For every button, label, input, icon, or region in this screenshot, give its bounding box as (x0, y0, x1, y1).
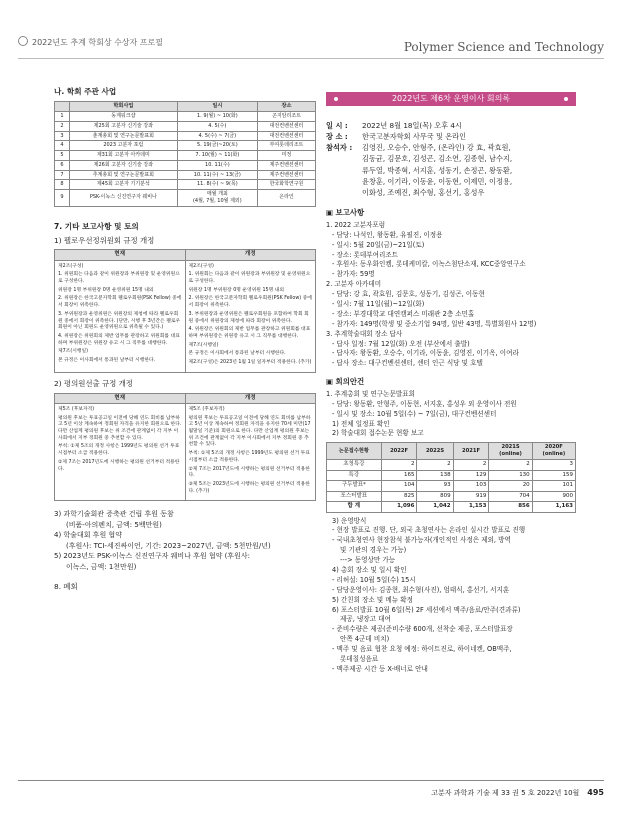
list-item: - 일시: 7월 11일(월)~12일(화) (332, 299, 425, 308)
dot-icon (564, 97, 568, 101)
list-item: 3) 운영방식 (332, 516, 367, 525)
table-row (55, 190, 316, 207)
table-cell: 추계총회 및 연구논문발표회 (70, 170, 178, 180)
table-cell: 2 (417, 460, 453, 470)
dot-icon (334, 97, 338, 101)
list-item: 이녹스, 금액: 1천만원) (66, 562, 137, 571)
cell-line: 본 규정은 이사회에서 통과된 날부터 시행한다. (188, 351, 286, 357)
table-cell: 11. 8(수) ~ 9(목) (177, 180, 257, 190)
table-row (327, 491, 576, 501)
list-item: - 담당: 나석인, 왕동환, 유필진, 이정용 (332, 230, 443, 239)
list-item: (비품-아의펜치, 금액: 5백만원) (66, 520, 162, 529)
table-cell: 103 (453, 481, 489, 491)
list-item: 5) 2023년도 PSK-이녹스 신진연구자 웨비나 후원 협약 (후원사: (54, 552, 250, 561)
list-item: 3. 추계학술대회 장소 답사 (326, 329, 403, 338)
col-current: 현재 (55, 393, 186, 403)
col-number (55, 102, 70, 112)
table-cell: 10. 11(수) (177, 160, 257, 170)
cell-line: 3. 부위원장과 운영위원은 펠로우회원을 포함하여 학회 회원 중에서 위원장의 제청에 따라 회장이 위촉한다. (188, 311, 309, 324)
attendee-line: 김동균, 김문호, 김성곤, 김소연, 김종현, 남수지, (362, 154, 513, 164)
table-cell: 1,042 (417, 502, 453, 512)
elect-compare-table (54, 393, 316, 502)
list-item: - 담당: 강 효, 곽효원, 김문호, 성동기, 김성곤, 이동현 (332, 290, 485, 299)
fellow-revised-cell (185, 260, 316, 372)
table-cell: 2023 고분자 포럼 (70, 141, 178, 151)
cell-line: 제2조(구성)은 2023년 1월 1일 일자부터 적용한다. (추가) (188, 360, 312, 366)
minutes-banner (326, 92, 576, 106)
list-item: - 국내초청연사 현장참석 불가능자(개인적인 사정은 제외, 방역 (332, 536, 511, 545)
table-row (327, 481, 576, 491)
place-label: 장 소 : (326, 132, 348, 142)
cell-line: 4. 위원장은 위원회의 제반 업무를 관장하고 위원회를 대표하며 부위원장은 위원장 유고 시 그 직무를 대행한다. (58, 334, 180, 346)
table-cell: 곤지암리조트 (257, 112, 315, 122)
table-cell: 159 (532, 470, 575, 480)
list-item: 6) 포스터발표 10월 6일(목) 2F 세션에서 맥주/음료/안주(견과류) (332, 605, 521, 614)
table-row (55, 151, 316, 161)
table-cell: 900 (532, 491, 575, 501)
table-cell: 20 (489, 481, 532, 491)
stat-col: 2021F (453, 443, 489, 460)
attendee-line: 류두열, 박종혁, 서지훈, 성동기, 손정곤, 왕동환, (362, 165, 513, 175)
list-item: 1. 추계총회 및 연구논문발표회 (326, 389, 416, 398)
list-item: ---> 동영상만 가능 (340, 556, 396, 565)
table-cell: 4. 5(수) (177, 121, 257, 131)
cell-line: 2. 위원장은 한국고분자학회 펠로우회원(PSK Fellow) 중에서 회장이 위촉한다. (188, 296, 312, 309)
header-divider (18, 58, 604, 59)
col-current: 현재 (55, 250, 186, 260)
meeting-meta (326, 120, 576, 198)
list-item: 2) 학술대회 접수논문 현황 보고 (332, 429, 424, 438)
meeting-date: 2022년 8월 18일(목) 오후 4시 (362, 121, 462, 130)
table-cell: 합 계 (327, 502, 382, 512)
operation-list (326, 517, 576, 675)
table-cell: 4. 5(수) ~ 7(금) (177, 131, 257, 141)
cell-line: ②제 7조는 2017년도에 시행하는 평의원 선거부터 적용한다. (58, 459, 180, 472)
table-cell: 2 (453, 460, 489, 470)
table-cell: 포스터발표 (327, 491, 382, 501)
table-cell: 9 (55, 190, 70, 207)
list-item: - 참가자: 59명 (332, 270, 375, 279)
table-cell: 130 (489, 470, 532, 480)
list-item: - 후원사: 동우화인켐, 롯데케미칼, 이녹스첨단소재, KCC중앙연구소 (332, 260, 526, 269)
table-row (55, 112, 316, 122)
table-cell: 동계워크샵 (70, 112, 178, 122)
list-item: - 답사 일정: 7월 12일(화) 오전 (부산에서 출발) (332, 339, 470, 348)
table-row (55, 170, 316, 180)
cell-line: 부칙: ①제 5조의 개정 사항은 1999년도 평의원 선거 투표 시점부터 소급 적용한다. (188, 451, 310, 463)
table-row (327, 470, 576, 480)
list-item: 1. 2022 고분자포럼 (326, 220, 386, 229)
table-cell: 특강 (327, 470, 382, 480)
cell-line: 제7조(시행일) (188, 342, 219, 348)
cell-line: 제2조(구성) (58, 263, 84, 269)
table-cell: 165 (381, 470, 417, 480)
fellow-subtitle: 1) 펠로우선정위원회 규정 개정 (54, 235, 155, 245)
attendee-line: 이화성, 조예진, 최수형, 홍선기, 홍성우 (362, 187, 485, 197)
list-item: 3) 과학기술회관 증축관 건립 후원 동참 (54, 510, 174, 519)
table-row (55, 121, 316, 131)
stat-col: 2020F (online) (532, 443, 575, 460)
table-cell: 93 (417, 481, 453, 491)
table-cell: 919 (453, 491, 489, 501)
table-cell: 온라인 (257, 190, 315, 207)
table-cell: 한국화학연구원 (257, 180, 315, 190)
table-cell: 부여롯데리조트 (257, 141, 315, 151)
list-item: 롯데칠성음료 (340, 654, 379, 663)
cell-line: 1. 위원회는 다음과 같이 위원장과 부위원장 및 운영위원으로 구성한다. (58, 272, 180, 285)
list-item: - 맥주제공 시간 등 X-배너로 안내 (332, 664, 428, 673)
list-item: - 현장 발표로 진행. 단, 외국 초청연사는 온라인 실시간 발표로 진행 (332, 526, 526, 535)
table-cell: 1 (55, 112, 70, 122)
table-cell: 138 (417, 470, 453, 480)
table-cell: 129 (453, 470, 489, 480)
table-cell: 미정 (257, 151, 315, 161)
fellow-current-cell (55, 260, 186, 372)
page-number: 495 (587, 788, 604, 797)
banner-title: 2022년도 제6차 운영이사 회의록 (391, 94, 511, 103)
col-revised: 개정 (185, 250, 316, 260)
table-cell: 10. 11(수) ~ 13(금) (177, 170, 257, 180)
support-items (54, 509, 316, 572)
cell-line: 2. 위원장은 한국고분자학회 펠로우회원(PSK Fellow) 중에서 회장이 위촉한다. (58, 296, 182, 309)
table-cell: 2 (489, 460, 532, 470)
table-cell: 809 (417, 491, 453, 501)
table-cell: 1,163 (532, 502, 575, 512)
list-item: (후원사: TCI-세진싸이언, 기간: 2023~2027년, 금액: 5천만원/년) (66, 541, 271, 550)
submission-stats-table (326, 442, 576, 512)
table-cell: 101 (532, 481, 575, 491)
elect-subtitle: 2) 평의원선출 규정 개정 (54, 378, 133, 388)
table-cell: 4 (55, 141, 70, 151)
table-cell: 7 (55, 170, 70, 180)
table-row (55, 141, 316, 151)
list-item: 4) 총회 장소 및 일시 확인 (332, 565, 407, 574)
table-cell: 제45회 고분자 기기분석 (70, 180, 178, 190)
cell-line: 제5조 (후보자격) (58, 406, 95, 412)
list-item: - 참가자: 149명(학생 및 중소기업 94명, 일반 43명, 특별회원사 12명) (332, 319, 537, 328)
list-item: - 리허설: 10월 5일(수) 15시 (332, 575, 416, 584)
list-item: - 장소: 롯데부여리조트 (332, 250, 399, 259)
list-item: - 답사 장소: 대구컨벤션센터, 센터 인근 식당 및 호텔 (332, 359, 483, 368)
cell-line: 1. 위원회는 다음과 같이 위원장과 부위원장 및 운영위원으로 구성한다. (188, 272, 311, 285)
stat-col: 2022F (381, 443, 417, 460)
table-cell: 5. 19(금)~20(토) (177, 141, 257, 151)
cell-line: 위원장 1명 부위원장 0명 운영위원 15명 내외 (188, 287, 284, 293)
list-item: 1) 전체 일정표 확인 (332, 419, 390, 428)
total-row (327, 502, 576, 512)
cell-line: 위원장 1명 부위원장 0명 운영위원 15명 내외 (58, 287, 154, 293)
cell-line: 3. 부위원장과 운영위원은 위원장의 제청에 따라 펠로우회원 중에서 회장이 위촉한다. (단만, 시행 후 3년간은 펠로우회원이 아닌 회원도 운영위원으로 위촉될 수 있다.) (58, 311, 181, 331)
table-cell: 3 (532, 460, 575, 470)
table-cell: 5 (55, 151, 70, 161)
table-cell: 구두발표* (327, 481, 382, 491)
table-row (55, 160, 316, 170)
list-item: - 담당운영이사: 김종현, 최수형(사진), 엄태식, 홍선기, 서지훈 (332, 585, 510, 594)
fellow-compare-table (54, 249, 316, 373)
header-left: 2022년도 추계 학회상 수상자 프로필 (32, 38, 163, 47)
list-item: - 준비수량은 제공(준비수량 600개, 선착순 제공, 포스터발표장 (332, 625, 513, 634)
closing: 8. 폐회 (54, 582, 78, 592)
cell-line: 4. 위원장은 위원회의 제반 업무를 관장하고 위원회를 대표하며 부위원장은 위원장 유고 시 그 직무를 대행한다. (188, 327, 311, 339)
list-item: 및 기관의 경우는 가능) (340, 546, 407, 555)
table-cell: 7. 10(월) ~ 11(화) (177, 151, 257, 161)
table-cell: PSK-이녹스 신진연구자 웨비나 (70, 190, 178, 207)
table-cell: 대전컨벤션센터 (257, 131, 315, 141)
table-cell: 3 (55, 131, 70, 141)
list-item: - 답사자: 왕동환, 오승수, 이기라, 이동윤, 김영진, 이기옥, 이여라 (332, 349, 519, 358)
footer-divider (18, 780, 604, 781)
date-label: 일 시 : (326, 121, 348, 130)
elect-revised-cell (185, 403, 316, 500)
list-item: 제공, 냉장고 대여 (340, 615, 391, 624)
table-cell: 1. 9(월) ~ 10(화) (177, 112, 257, 122)
table-cell: 춘계총회 및 연구논문발표회 (70, 131, 178, 141)
schedule-col: 장소 (257, 102, 315, 112)
table-cell: 제25회 고분자 신기술 강좌 (70, 121, 178, 131)
list-item: - 일시: 5월 20일(금)~21일(토) (332, 240, 425, 249)
left-column (54, 84, 316, 596)
cell-line: ③제 5조는 2023년도에 시행하는 평의원 선거부터 적용한다. (추가) (188, 482, 310, 494)
cell-line: 부칙: ①제 5조의 개정 사항은 1999년도 평의원 선거 투표 시점부터 소급 적용한다. (58, 444, 180, 457)
schedule-col: 학회사업 (70, 102, 178, 112)
cell-line: 제7조(시행일) (58, 349, 88, 355)
list-item: - 맥주 및 음료 협찬 요청 예정: 하이트진로, 하이네켄, OB맥주, (332, 645, 512, 654)
list-item: 2. 고분자 아카데미 (326, 280, 382, 289)
right-column (326, 92, 576, 675)
cell-line: ②제 7조는 2017년도에 시행하는 평의원 선거부터 적용한다. (188, 466, 310, 479)
table-cell: 초청특강 (327, 460, 382, 470)
table-cell: 1,153 (453, 502, 489, 512)
list-item: 4) 학술대회 후원 협약 (54, 531, 122, 540)
list-item: - 장소: 부경대학교 대연캠퍼스 미래관 2층 소민홀 (332, 309, 475, 318)
attendees-label: 참석자 : (326, 143, 353, 153)
meeting-place: 한국고분자학회 사무국 및 온라인 (362, 132, 467, 142)
list-item: - 일시 및 장소: 10월 5일(수) ~ 7일(금), 대구컨벤션센터 (332, 409, 497, 418)
cell-line: 평의원 후보는 투표공고일 이전에 당해 연도 회비를 납부하고 5년 이상 계속하여 정회원 자격을 유지한 회원으로 한다. 다만 산업계 평의원 후보는 위 조건에 관계없이 각 지부 이사회에서 지부 정회원 중 추천할 수 있다. (58, 415, 182, 441)
stat-col: 논문접수현황 (327, 443, 382, 460)
page-footer (431, 788, 604, 798)
table-cell: 1,096 (381, 502, 417, 512)
col-revised: 개정 (185, 393, 316, 403)
table-cell: 2 (381, 460, 417, 470)
attendee-line (326, 142, 576, 153)
table-row (55, 180, 316, 190)
table-cell: 104 (381, 481, 417, 491)
report-list (326, 221, 576, 369)
table-cell: 704 (489, 491, 532, 501)
table-cell: 6 (55, 160, 70, 170)
table-row (55, 131, 316, 141)
agenda-title: ▣ 회의안건 (326, 377, 365, 387)
cell-line: 본 규정은 이사회에서 통과된 날부터 시행한다. (58, 358, 156, 364)
cell-line: 제2조(구성) (188, 263, 214, 269)
stat-col: 2022S (417, 443, 453, 460)
table-cell: 대전컨벤션센터 (257, 121, 315, 131)
schedule-table (54, 101, 316, 207)
schedule-col: 일시 (177, 102, 257, 112)
footer-text: 고분자 과학과 기술 제 33 권 5 호 2022년 10월 (431, 789, 580, 797)
report-title: ▣ 보고사항 (326, 208, 365, 218)
table-row (327, 460, 576, 470)
attendee-text: 김영진, 오승수, 안형주, (온라인) 강 효, 곽효원, (362, 143, 511, 153)
schedule-title: 나. 학회 주관 사업 (54, 87, 117, 96)
header-right: Polymer Science and Technology (403, 40, 604, 54)
stat-col: 2021S (online) (489, 443, 532, 460)
section-7-title: 7. 기타 보고사항 및 토의 (54, 221, 139, 231)
elect-current-cell (55, 403, 186, 500)
attendee-line: 윤창훈, 이기라, 이동윤, 이동현, 이제민, 이정용, (362, 176, 513, 186)
circle-icon (18, 36, 28, 46)
cell-line: 제5조 (후보자격) (188, 406, 225, 412)
list-item: - 담당: 왕동환, 안형주, 이동현, 서지훈, 홍성우 외 운영이사 전원 (332, 399, 517, 408)
table-cell: 2 (55, 121, 70, 131)
cell-line: 평의원 후보는 투표공고일 이전에 당해 연도 회비를 납부하고 5년 이상 계속하여 정회원 자격을 유지한 70세 미만(17월말일 기준)의 회원으로 한다. 다만 산업계 평의원 후보는 위 조건에 관계없이 각 지부 이사회에서 지부 정회원 중 추천할 수 있다. (188, 415, 311, 448)
table-cell: 8 (55, 180, 70, 190)
agenda-list (326, 390, 576, 439)
list-item: 안쪽 4군데 비치) (340, 635, 390, 644)
table-cell: 제주컨벤션센터 (257, 170, 315, 180)
table-cell: 825 (381, 491, 417, 501)
table-cell: 제26회 고분자 신기술 강좌 (70, 160, 178, 170)
table-cell: 제31회 고분자 아카데미 (70, 151, 178, 161)
table-cell: 매월 개최 (4월, 7월, 10월 제외) (177, 190, 257, 207)
table-cell: 제주컨벤션센터 (257, 160, 315, 170)
table-cell: 856 (489, 502, 532, 512)
list-item: 5) 간친회 장소 및 메뉴 확정 (332, 595, 413, 604)
